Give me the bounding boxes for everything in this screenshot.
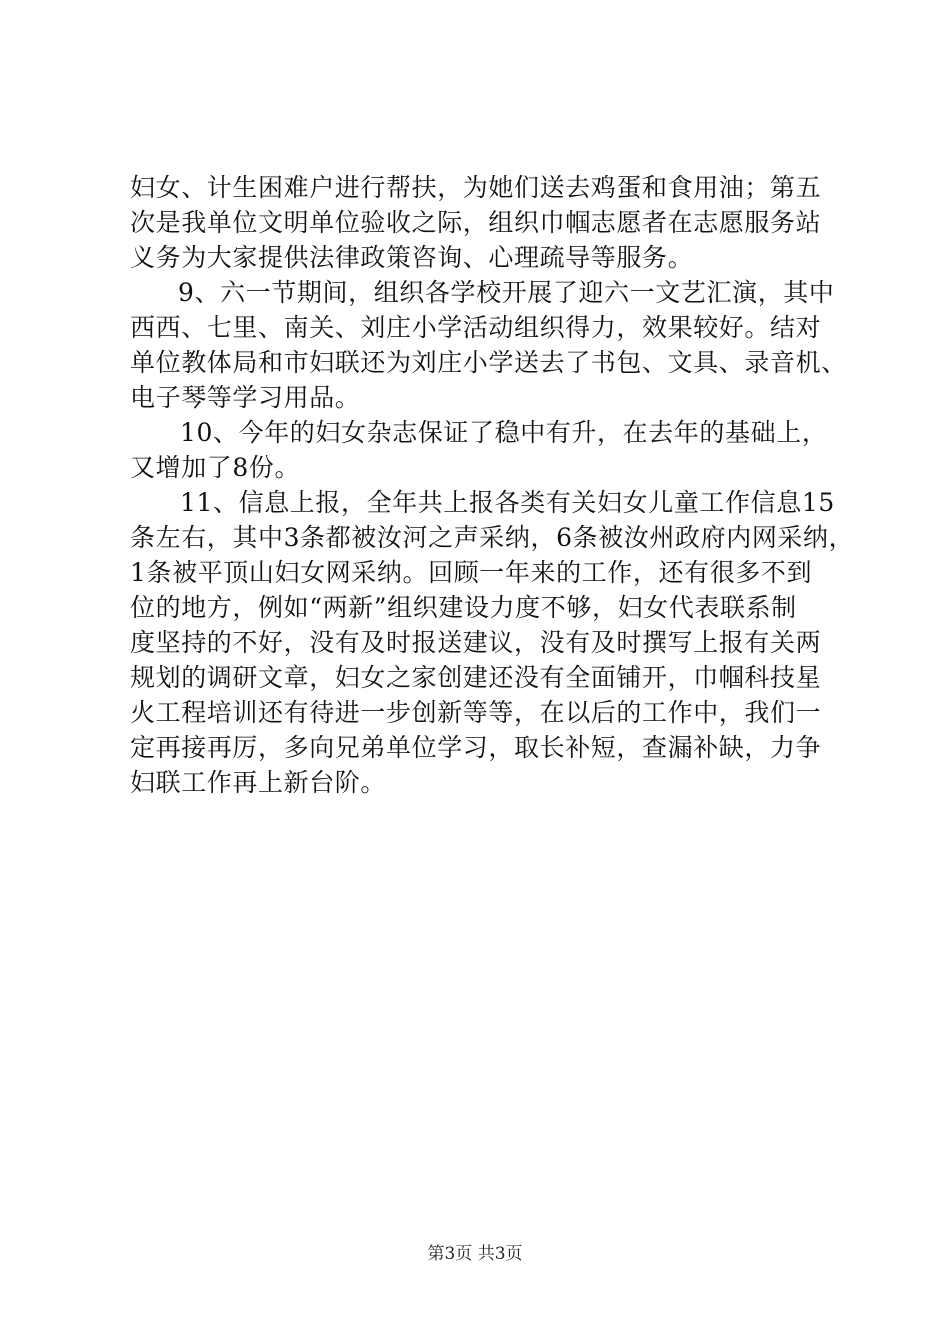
paragraph-first-line: 11、信息上报，全年共上报各类有关妇女儿童工作信息15 (180, 488, 835, 517)
text-line: 妇联工作再上新台阶。 (130, 768, 387, 797)
paragraph-first-line: 10、今年的妇女杂志保证了稳中有升，在去年的基础上， (180, 418, 828, 447)
text-line: 义务为大家提供法律政策咨询、心理疏导等服务。 (130, 243, 694, 272)
text-line: 位的地方，例如“两新”组织建设力度不够，妇女代表联系制 (130, 593, 797, 622)
text-line: 次是我单位文明单位验收之际，组织巾帼志愿者在志愿服务站 (130, 208, 822, 237)
text-line: 又增加了8份。 (130, 453, 301, 482)
text-line: 1条被平顶山妇女网采纳。回顾一年来的工作，还有很多不到 (130, 558, 813, 587)
text-line: 火工程培训还有待进一步创新等等，在以后的工作中，我们一 (130, 698, 822, 727)
text-line: 妇女、计生困难户进行帮扶，为她们送去鸡蛋和食用油；第五 (130, 173, 822, 202)
text-line: 定再接再厉，多向兄弟单位学习，取长补短，查漏补缺，力争 (130, 733, 822, 762)
paragraph-first-line: 9、六一节期间，组织各学校开展了迎六一文艺汇演，其中 (178, 278, 835, 307)
text-line: 西西、七里、南关、刘庄小学活动组织得力，效果较好。结对 (130, 313, 822, 342)
text-line: 电子琴等学习用品。 (130, 383, 361, 412)
page-number-footer: 第3页 共3页 (427, 1244, 523, 1264)
text-line: 条左右，其中3条都被汝河之声采纳，6条被汝州政府内网采纳， (130, 523, 855, 552)
document-body (130, 170, 855, 800)
text-line: 单位教体局和市妇联还为刘庄小学送去了书包、文具、录音机、 (130, 348, 847, 377)
text-line: 度坚持的不好，没有及时报送建议，没有及时撰写上报有关两 (130, 628, 822, 657)
text-line: 规划的调研文章，妇女之家创建还没有全面铺开，巾帼科技星 (130, 663, 822, 692)
